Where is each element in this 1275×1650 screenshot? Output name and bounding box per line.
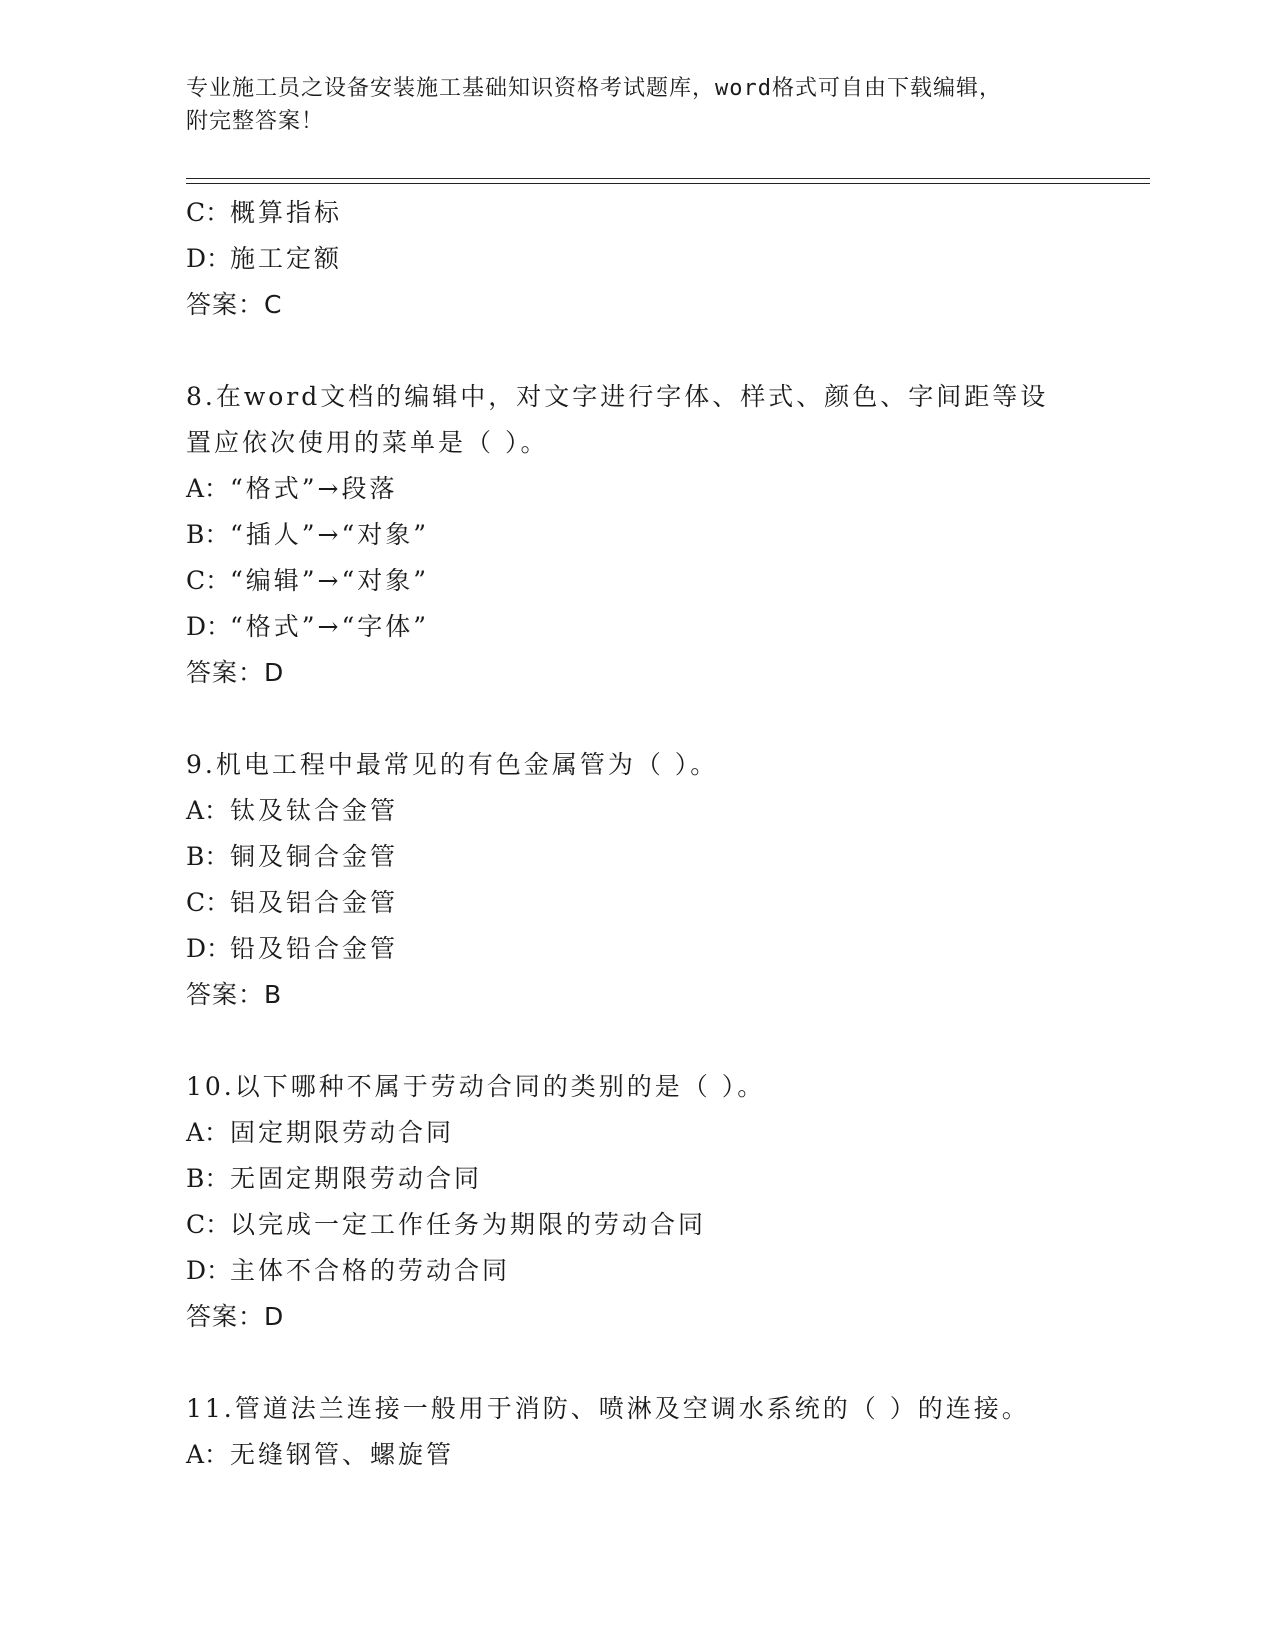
option-letter: D：	[186, 244, 232, 273]
block-spacer	[186, 1340, 1146, 1386]
option-letter: A：	[186, 474, 230, 503]
option-letter: C：	[186, 1210, 231, 1239]
block-spacer	[186, 1018, 1146, 1064]
option-item	[186, 1202, 1146, 1248]
answer-text: 答案：C	[186, 290, 283, 319]
option-text: 无缝钢管、螺旋管	[230, 1440, 455, 1469]
block-spacer	[186, 328, 1146, 374]
option-letter: A：	[186, 1440, 230, 1469]
question-text: 11.管道法兰连接一般用于消防、喷淋及空调水系统的（ ）的连接。	[186, 1394, 1030, 1423]
question-text: 8.在word文档的编辑中，对文字进行字体、样式、颜色、字间距等设	[186, 382, 1049, 411]
option-item	[186, 1156, 1146, 1202]
question-block	[186, 190, 1146, 328]
option-letter: B：	[186, 842, 230, 871]
option-item	[186, 1248, 1146, 1294]
option-item	[186, 834, 1146, 880]
page-header	[186, 72, 1086, 138]
option-text: 以完成一定工作任务为期限的劳动合同	[230, 1210, 707, 1239]
header-divider-top	[186, 178, 1150, 179]
option-item	[186, 190, 1146, 236]
option-text: 铅及铅合金管	[230, 934, 399, 963]
option-item	[186, 788, 1146, 834]
answer-text: 答案：B	[186, 980, 283, 1009]
question-text: 10.以下哪种不属于劳动合同的类别的是（ ）。	[186, 1072, 766, 1101]
header-divider-bottom	[186, 183, 1150, 184]
answer-text: 答案：D	[186, 658, 285, 687]
option-letter: A：	[186, 1118, 230, 1147]
option-text: 固定期限劳动合同	[230, 1118, 455, 1147]
option-letter: D：	[186, 612, 232, 641]
option-text: 施工定额	[230, 244, 343, 273]
option-item	[186, 926, 1146, 972]
option-item	[186, 236, 1146, 282]
option-text: 概算指标	[230, 198, 343, 227]
question-text: 9.机电工程中最常见的有色金属管为（ ）。	[186, 750, 719, 779]
option-item	[186, 880, 1146, 926]
question-list	[186, 190, 1146, 1478]
option-item	[186, 604, 1146, 650]
option-text: 主体不合格的劳动合同	[230, 1256, 511, 1285]
option-text: “格式”→段落	[230, 474, 398, 503]
option-letter: B：	[186, 1164, 230, 1193]
question-block	[186, 742, 1146, 1018]
question-block	[186, 1386, 1146, 1478]
option-letter: C：	[186, 198, 231, 227]
block-spacer	[186, 696, 1146, 742]
option-text: “插人”→“对象”	[230, 520, 430, 549]
option-item	[186, 466, 1146, 512]
header-line-1: 专业施工员之设备安装施工基础知识资格考试题库，word格式可自由下载编辑，	[186, 76, 1002, 101]
question-text: 置应依次使用的菜单是（ ）。	[186, 428, 549, 457]
option-item	[186, 558, 1146, 604]
option-item	[186, 1110, 1146, 1156]
option-letter: B：	[186, 520, 230, 549]
option-text: “编辑”→“对象”	[230, 566, 430, 595]
answer-text: 答案：D	[186, 1302, 285, 1331]
option-letter: C：	[186, 888, 231, 917]
question-block	[186, 1064, 1146, 1340]
option-text: 铜及铜合金管	[230, 842, 399, 871]
option-text: 无固定期限劳动合同	[230, 1164, 483, 1193]
option-letter: D：	[186, 1256, 232, 1285]
option-item	[186, 512, 1146, 558]
option-item	[186, 1432, 1146, 1478]
header-line-2: 附完整答案！	[186, 109, 325, 134]
question-block	[186, 374, 1146, 696]
option-letter: C：	[186, 566, 231, 595]
option-text: “格式”→“字体”	[230, 612, 430, 641]
option-text: 铝及铝合金管	[230, 888, 399, 917]
option-letter: D：	[186, 934, 232, 963]
option-text: 钛及钛合金管	[230, 796, 399, 825]
option-letter: A：	[186, 796, 230, 825]
